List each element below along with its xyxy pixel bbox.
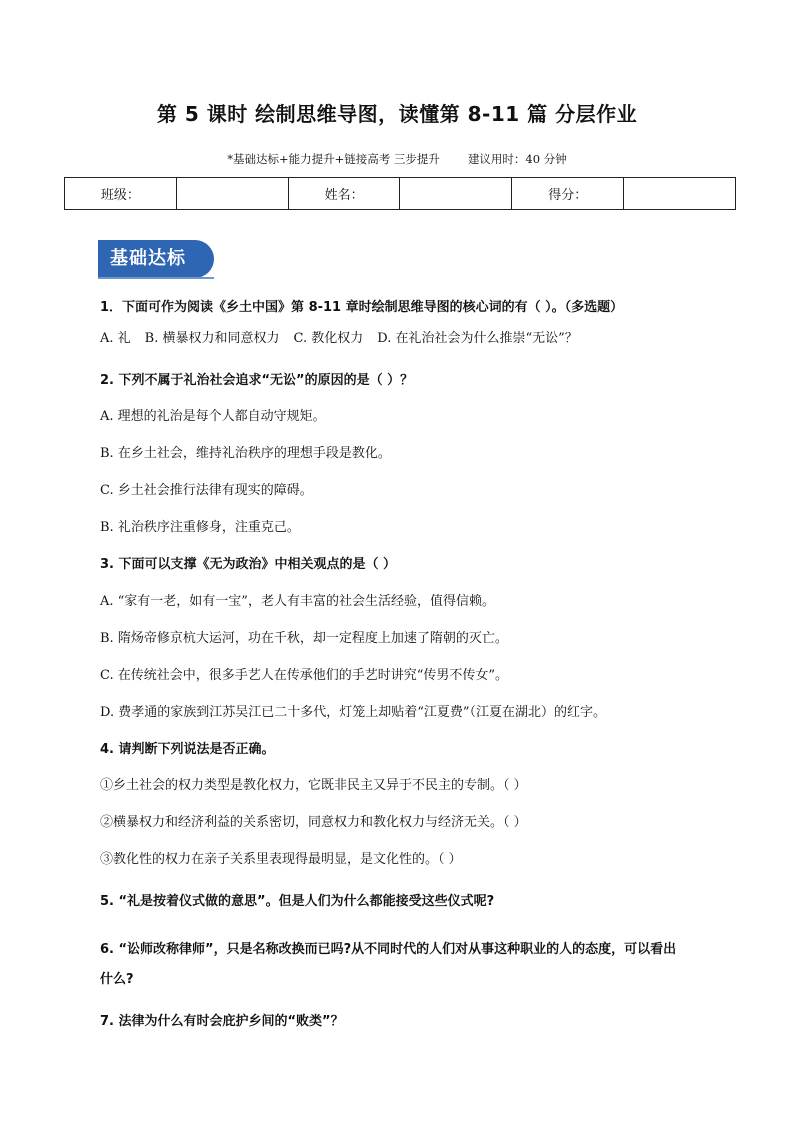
question-4: 4. 请判断下列说法是否正确。 <box>100 742 275 757</box>
q3-option-a: A. “家有一老，如有一宝”，老人有丰富的社会生活经验，值得信赖。 <box>100 594 495 609</box>
score-field[interactable] <box>624 178 736 210</box>
q2-option-a: A. 理想的礼治是每个人都自动守规矩。 <box>100 409 326 424</box>
class-field[interactable] <box>176 178 288 210</box>
q1-option-a: A. 礼 <box>100 331 131 346</box>
question-5: 5. “礼是按着仪式做的意思”。但是人们为什么都能接受这些仪式呢? <box>100 894 495 909</box>
question-1: 1．下面可作为阅读《乡土中国》第 8-11 章时绘制思维导图的核心词的有（ ）。（多选题） <box>100 300 624 315</box>
q3-option-d: D. 费孝通的家族到江苏吴江已二十多代，灯笼上却贴着“江夏费”（江夏在湖北）的红字。 <box>100 705 607 720</box>
section-heading: 基础达标 <box>98 240 214 278</box>
q2-option-b: B. 在乡土社会，维持礼治秩序的理想手段是教化。 <box>100 446 391 461</box>
q1-option-d: D. 在礼治社会为什么推崇“无讼”？ <box>377 331 578 346</box>
q2-option-d: B. 礼治秩序注重修身，注重克己。 <box>100 520 300 535</box>
subtitle-time: 建议用时：40 分钟 <box>467 152 567 166</box>
question-6-line-1: 6. “讼师改称律师”，只是名称改换而已吗?从不同时代的人们对从事这种职业的人的态度，可以看出 <box>100 942 677 957</box>
q3-option-c: C. 在传统社会中，很多手艺人在传承他们的手艺时讲究“传男不传女”。 <box>100 668 509 683</box>
question-1-options <box>100 327 592 346</box>
q4-item-2: ②横暴权力和经济利益的关系密切，同意权力和教化权力与经济无关。（ ） <box>100 815 527 830</box>
student-info-table <box>64 177 736 210</box>
name-field[interactable] <box>400 178 512 210</box>
q4-item-3: ③教化性的权力在亲子关系里表现得最明显，是文化性的。（ ） <box>100 852 462 867</box>
page-subtitle <box>0 151 794 167</box>
section-heading-underline <box>98 277 214 279</box>
question-3: 3. 下面可以支撑《无为政治》中相关观点的是（ ） <box>100 557 397 572</box>
score-label: 得分： <box>512 178 624 210</box>
class-label: 班级： <box>65 178 177 210</box>
page-title: 第 5 课时 绘制思维导图，读懂第 8-11 篇 分层作业 <box>156 102 638 126</box>
name-label: 姓名： <box>288 178 400 210</box>
question-6-line-2: 什么? <box>100 972 134 987</box>
q3-option-b: B. 隋炀帝修京杭大运河，功在千秋，却一定程度上加速了隋朝的灭亡。 <box>100 631 508 646</box>
question-2: 2. 下列不属于礼治社会追求“无讼”的原因的是（ ）？ <box>100 373 414 388</box>
q1-option-b: B. 横暴权力和同意权力 <box>144 331 280 346</box>
q2-option-c: C. 乡土社会推行法律有现实的障碍。 <box>100 483 313 498</box>
question-7: 7. 法律为什么有时会庇护乡间的“败类”？ <box>100 1014 344 1029</box>
q4-item-1: ①乡土社会的权力类型是教化权力，它既非民主又异于不民主的专制。（ ） <box>100 778 527 793</box>
subtitle-steps: *基础达标+能力提升+链接高考 三步提升 <box>227 152 440 166</box>
q1-option-c: C. 教化权力 <box>293 331 364 346</box>
